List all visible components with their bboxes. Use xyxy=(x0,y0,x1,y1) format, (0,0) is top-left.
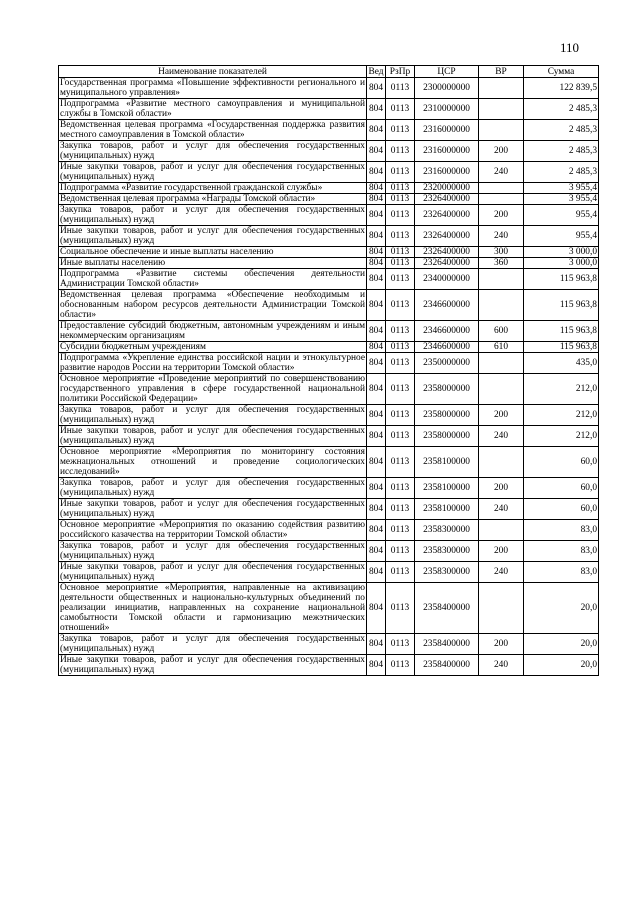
cell-vr: 300 xyxy=(479,247,524,258)
cell-vr xyxy=(479,447,524,478)
cell-vr xyxy=(479,120,524,141)
cell-sum: 212,0 xyxy=(524,374,599,405)
cell-ved: 804 xyxy=(367,405,386,426)
cell-sum: 3 000,0 xyxy=(524,258,599,269)
table-row xyxy=(59,258,599,269)
cell-vr: 200 xyxy=(479,405,524,426)
cell-csr: 2358000000 xyxy=(415,426,479,447)
cell-vr: 200 xyxy=(479,634,524,655)
cell-vr xyxy=(479,374,524,405)
cell-name: Социальное обеспечение и иные выплаты населению xyxy=(59,247,367,258)
header-sum: Сумма xyxy=(524,66,599,78)
cell-rzpr: 0113 xyxy=(386,478,415,499)
cell-sum: 3 000,0 xyxy=(524,247,599,258)
cell-rzpr: 0113 xyxy=(386,269,415,290)
cell-ved: 804 xyxy=(367,247,386,258)
cell-csr: 2358100000 xyxy=(415,447,479,478)
cell-rzpr: 0113 xyxy=(386,353,415,374)
cell-csr: 2310000000 xyxy=(415,99,479,120)
cell-vr xyxy=(479,520,524,541)
cell-rzpr: 0113 xyxy=(386,258,415,269)
cell-sum: 122 839,5 xyxy=(524,78,599,99)
cell-csr: 2358100000 xyxy=(415,478,479,499)
cell-name: Ведомственная целевая программа «Награды Томской области» xyxy=(59,194,367,205)
cell-ved: 804 xyxy=(367,205,386,226)
cell-rzpr: 0113 xyxy=(386,520,415,541)
cell-ved: 804 xyxy=(367,447,386,478)
table-row xyxy=(59,562,599,583)
cell-csr: 2358100000 xyxy=(415,499,479,520)
table-row xyxy=(59,226,599,247)
cell-sum: 83,0 xyxy=(524,520,599,541)
cell-rzpr: 0113 xyxy=(386,141,415,162)
cell-sum: 2 485,3 xyxy=(524,162,599,183)
cell-sum: 2 485,3 xyxy=(524,120,599,141)
cell-csr: 2358300000 xyxy=(415,541,479,562)
table-header-row xyxy=(59,66,599,78)
cell-vr xyxy=(479,353,524,374)
cell-ved: 804 xyxy=(367,353,386,374)
cell-name: Закупка товаров, работ и услуг для обеспечения государственных (муниципальных) нужд xyxy=(60,141,365,161)
table-row xyxy=(59,655,599,676)
table-row xyxy=(59,321,599,342)
cell-csr: 2340000000 xyxy=(415,269,479,290)
cell-ved: 804 xyxy=(367,194,386,205)
cell-name: Ведомственная целевая программа «Обеспечение необходимым и обоснованным набором ресурсов деятельности Администрации Томской области» xyxy=(60,290,365,320)
cell-vr xyxy=(479,290,524,321)
cell-name: Иные закупки товаров, работ и услуг для обеспечения государственных (муниципальных) нужд xyxy=(60,499,365,519)
table-row xyxy=(59,426,599,447)
cell-sum: 2 485,3 xyxy=(524,99,599,120)
cell-vr xyxy=(479,194,524,205)
cell-ved: 804 xyxy=(367,183,386,194)
cell-rzpr: 0113 xyxy=(386,655,415,676)
table-row xyxy=(59,162,599,183)
table-row xyxy=(59,290,599,321)
cell-sum: 212,0 xyxy=(524,405,599,426)
table-row xyxy=(59,269,599,290)
cell-ved: 804 xyxy=(367,499,386,520)
cell-sum: 20,0 xyxy=(524,655,599,676)
cell-vr: 360 xyxy=(479,258,524,269)
cell-ved: 804 xyxy=(367,162,386,183)
cell-sum: 20,0 xyxy=(524,634,599,655)
cell-ved: 804 xyxy=(367,342,386,353)
cell-name: Иные закупки товаров, работ и услуг для обеспечения государственных (муниципальных) нужд xyxy=(60,162,365,182)
cell-vr xyxy=(479,183,524,194)
table-row xyxy=(59,634,599,655)
cell-rzpr: 0113 xyxy=(386,426,415,447)
cell-csr: 2316000000 xyxy=(415,120,479,141)
cell-csr: 2326400000 xyxy=(415,226,479,247)
cell-ved: 804 xyxy=(367,520,386,541)
cell-rzpr: 0113 xyxy=(386,120,415,141)
cell-csr: 2358400000 xyxy=(415,634,479,655)
cell-name: Закупка товаров, работ и услуг для обеспечения государственных (муниципальных) нужд xyxy=(60,205,365,225)
cell-rzpr: 0113 xyxy=(386,634,415,655)
cell-rzpr: 0113 xyxy=(386,499,415,520)
cell-csr: 2346600000 xyxy=(415,290,479,321)
table-row xyxy=(59,205,599,226)
cell-sum: 435,0 xyxy=(524,353,599,374)
cell-vr: 200 xyxy=(479,478,524,499)
cell-rzpr: 0113 xyxy=(386,405,415,426)
cell-ved: 804 xyxy=(367,321,386,342)
table-row xyxy=(59,194,599,205)
cell-name: Ведомственная целевая программа «Государственная поддержка развития местного самоуправления в Томской области» xyxy=(60,120,365,140)
cell-vr xyxy=(479,269,524,290)
cell-vr xyxy=(479,99,524,120)
cell-name: Иные закупки товаров, работ и услуг для обеспечения государственных (муниципальных) нужд xyxy=(60,562,365,582)
cell-ved: 804 xyxy=(367,99,386,120)
cell-name: Закупка товаров, работ и услуг для обеспечения государственных (муниципальных) нужд xyxy=(60,405,365,425)
table-row xyxy=(59,120,599,141)
cell-sum: 955,4 xyxy=(524,226,599,247)
cell-rzpr: 0113 xyxy=(386,247,415,258)
cell-name: Основное мероприятие «Проведение мероприятий по совершенствованию государственного управления в сфере государственной национальной политики Российской Федерации» xyxy=(60,374,365,404)
budget-table xyxy=(58,65,599,676)
cell-sum: 83,0 xyxy=(524,541,599,562)
cell-vr: 240 xyxy=(479,226,524,247)
cell-vr: 240 xyxy=(479,655,524,676)
cell-vr xyxy=(479,78,524,99)
cell-ved: 804 xyxy=(367,78,386,99)
table-row xyxy=(59,99,599,120)
cell-sum: 955,4 xyxy=(524,205,599,226)
cell-csr: 2326400000 xyxy=(415,194,479,205)
cell-ved: 804 xyxy=(367,583,386,634)
cell-vr: 200 xyxy=(479,205,524,226)
cell-ved: 804 xyxy=(367,655,386,676)
cell-rzpr: 0113 xyxy=(386,183,415,194)
table-row xyxy=(59,405,599,426)
cell-rzpr: 0113 xyxy=(386,194,415,205)
cell-name: Подпрограмма «Развитие местного самоуправления и муниципальной службы в Томской области» xyxy=(60,99,365,119)
cell-ved: 804 xyxy=(367,562,386,583)
cell-csr: 2358000000 xyxy=(415,405,479,426)
cell-name: Закупка товаров, работ и услуг для обеспечения государственных (муниципальных) нужд xyxy=(60,634,365,654)
cell-name: Закупка товаров, работ и услуг для обеспечения государственных (муниципальных) нужд xyxy=(60,478,365,498)
cell-rzpr: 0113 xyxy=(386,99,415,120)
cell-sum: 3 955,4 xyxy=(524,194,599,205)
cell-rzpr: 0113 xyxy=(386,583,415,634)
cell-sum: 60,0 xyxy=(524,447,599,478)
cell-csr: 2326400000 xyxy=(415,205,479,226)
header-ved: Вед xyxy=(368,66,384,77)
header-csr: ЦСР xyxy=(415,66,479,78)
cell-rzpr: 0113 xyxy=(386,447,415,478)
cell-vr: 200 xyxy=(479,541,524,562)
header-name: Наименование показателей xyxy=(59,66,367,78)
cell-name: Иные закупки товаров, работ и услуг для обеспечения государственных (муниципальных) нужд xyxy=(60,426,365,446)
cell-csr: 2358300000 xyxy=(415,520,479,541)
cell-sum: 115 963,8 xyxy=(524,342,599,353)
table-row xyxy=(59,447,599,478)
cell-vr xyxy=(479,583,524,634)
table-row xyxy=(59,342,599,353)
cell-name: Предоставление субсидий бюджетным, автономным учреждениям и иным некоммерческим организациям xyxy=(60,321,365,341)
cell-sum: 60,0 xyxy=(524,499,599,520)
cell-csr: 2326400000 xyxy=(415,247,479,258)
cell-csr: 2326400000 xyxy=(415,258,479,269)
cell-vr: 610 xyxy=(479,342,524,353)
cell-rzpr: 0113 xyxy=(386,78,415,99)
cell-csr: 2346600000 xyxy=(415,342,479,353)
cell-ved: 804 xyxy=(367,141,386,162)
cell-csr: 2358400000 xyxy=(415,655,479,676)
cell-ved: 804 xyxy=(367,290,386,321)
cell-rzpr: 0113 xyxy=(386,162,415,183)
cell-vr: 240 xyxy=(479,426,524,447)
cell-sum: 20,0 xyxy=(524,583,599,634)
cell-csr: 2300000000 xyxy=(415,78,479,99)
table-row xyxy=(59,520,599,541)
cell-ved: 804 xyxy=(367,541,386,562)
table-row xyxy=(59,183,599,194)
cell-sum: 60,0 xyxy=(524,478,599,499)
page-number: 110 xyxy=(560,40,580,55)
table-row xyxy=(59,78,599,99)
cell-vr: 240 xyxy=(479,162,524,183)
cell-name: Иные закупки товаров, работ и услуг для обеспечения государственных (муниципальных) нужд xyxy=(60,655,365,675)
cell-csr: 2350000000 xyxy=(415,353,479,374)
table-row xyxy=(59,583,599,634)
cell-name: Основное мероприятие «Мероприятия по оказанию содействия развитию российского казачества на территории Томской области» xyxy=(60,520,365,540)
cell-rzpr: 0113 xyxy=(386,290,415,321)
cell-rzpr: 0113 xyxy=(386,541,415,562)
cell-ved: 804 xyxy=(367,426,386,447)
cell-name: Подпрограмма «Развитие государственной гражданской службы» xyxy=(59,183,367,194)
cell-ved: 804 xyxy=(367,258,386,269)
header-rzpr: РзПр xyxy=(386,66,415,78)
cell-csr: 2320000000 xyxy=(415,183,479,194)
cell-csr: 2358400000 xyxy=(415,583,479,634)
cell-name: Подпрограмма «Развитие системы обеспечения деятельности Администрации Томской области» xyxy=(60,269,365,289)
cell-name: Государственная программа «Повышение эффективности регионального и муниципального управления» xyxy=(60,78,365,98)
cell-sum: 115 963,8 xyxy=(524,321,599,342)
cell-rzpr: 0113 xyxy=(386,205,415,226)
cell-vr: 600 xyxy=(479,321,524,342)
cell-ved: 804 xyxy=(367,634,386,655)
cell-sum: 3 955,4 xyxy=(524,183,599,194)
cell-name: Основное мероприятие «Мероприятия по мониторингу состояния межнациональных отношений и проведение социологических исследований» xyxy=(60,447,365,477)
cell-rzpr: 0113 xyxy=(386,342,415,353)
table-row xyxy=(59,247,599,258)
cell-name: Иные закупки товаров, работ и услуг для обеспечения государственных (муниципальных) нужд xyxy=(60,226,365,246)
cell-rzpr: 0113 xyxy=(386,374,415,405)
cell-csr: 2346600000 xyxy=(415,321,479,342)
cell-rzpr: 0113 xyxy=(386,562,415,583)
cell-name: Субсидии бюджетным учреждениям xyxy=(59,342,367,353)
table-row xyxy=(59,478,599,499)
cell-name: Иные выплаты населению xyxy=(59,258,367,269)
cell-csr: 2358000000 xyxy=(415,374,479,405)
cell-ved: 804 xyxy=(367,478,386,499)
cell-name: Закупка товаров, работ и услуг для обеспечения государственных (муниципальных) нужд xyxy=(60,541,365,561)
cell-csr: 2316000000 xyxy=(415,162,479,183)
cell-ved: 804 xyxy=(367,269,386,290)
table-row xyxy=(59,141,599,162)
cell-vr: 240 xyxy=(479,499,524,520)
cell-rzpr: 0113 xyxy=(386,321,415,342)
cell-ved: 804 xyxy=(367,226,386,247)
cell-sum: 2 485,3 xyxy=(524,141,599,162)
cell-ved: 804 xyxy=(367,120,386,141)
table-row xyxy=(59,541,599,562)
table-row xyxy=(59,374,599,405)
cell-vr: 240 xyxy=(479,562,524,583)
cell-csr: 2316000000 xyxy=(415,141,479,162)
cell-ved: 804 xyxy=(367,374,386,405)
cell-csr: 2358300000 xyxy=(415,562,479,583)
cell-vr: 200 xyxy=(479,141,524,162)
cell-name: Подпрограмма «Укрепление единства российской нации и этнокультурное развитие народов России на территории Томской области» xyxy=(60,353,365,373)
cell-sum: 83,0 xyxy=(524,562,599,583)
cell-sum: 115 963,8 xyxy=(524,269,599,290)
cell-sum: 212,0 xyxy=(524,426,599,447)
cell-sum: 115 963,8 xyxy=(524,290,599,321)
cell-name: Основное мероприятие «Мероприятия, направленные на активизацию деятельности общественных и национально-культурных объединений по реализации инициатив, направленных на сохранение национальной самобытности Томской области и гармонизацию межэтнических отношений» xyxy=(60,583,365,633)
table-row xyxy=(59,499,599,520)
cell-rzpr: 0113 xyxy=(386,226,415,247)
table-row xyxy=(59,353,599,374)
header-vr: ВР xyxy=(479,66,524,78)
